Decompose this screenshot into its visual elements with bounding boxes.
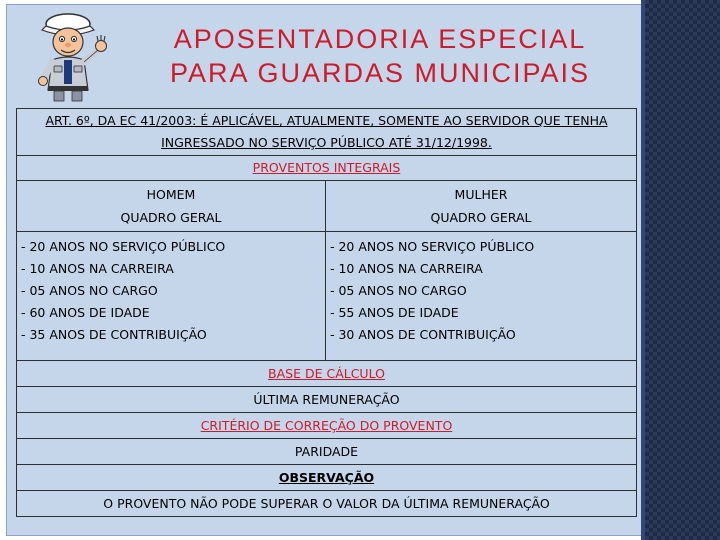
homem-header	[17, 181, 326, 232]
page-title	[140, 22, 620, 90]
base-calculo-label-cell	[17, 361, 637, 387]
homem-heading: HOMEM	[146, 187, 196, 202]
mulher-subheading: QUADRO GERAL	[430, 210, 532, 225]
list-item: - 05 ANOS NO CARGO	[330, 283, 467, 298]
art-line-1: ART. 6º, DA EC 41/2003: É APLICÁVEL, ATUALMENTE, SOMENTE AO SERVIDOR QUE TENHA	[45, 113, 608, 128]
observacao-value: O PROVENTO NÃO PODE SUPERAR O VALOR DA ÚLTIMA REMUNERAÇÃO	[17, 491, 637, 517]
info-table	[16, 108, 637, 517]
list-item: - 55 ANOS DE IDADE	[330, 305, 459, 320]
guard-mascot-icon	[24, 4, 124, 104]
observacao-label: OBSERVAÇÃO	[278, 470, 375, 485]
title-line-1: APOSENTADORIA ESPECIAL	[173, 24, 587, 54]
criterio-label: CRITÉRIO DE CORREÇÃO DO PROVENTO	[200, 418, 453, 433]
list-item: - 20 ANOS NO SERVIÇO PÚBLICO	[330, 239, 535, 254]
list-item: - 10 ANOS NA CARREIRA	[330, 261, 483, 276]
criterio-label-cell	[17, 413, 637, 439]
homem-requirements	[17, 232, 326, 361]
proventos-cell	[17, 156, 637, 181]
list-item: - 30 ANOS DE CONTRIBUIÇÃO	[330, 327, 516, 342]
art-line-2: INGRESSADO NO SERVIÇO PÚBLICO ATÉ 31/12/1998.	[161, 135, 492, 150]
list-item: - 60 ANOS DE IDADE	[21, 305, 150, 320]
side-panel-edge	[641, 0, 645, 540]
proventos-label: PROVENTOS INTEGRAIS	[252, 160, 401, 175]
list-item: - 05 ANOS NO CARGO	[21, 283, 158, 298]
list-item: - 10 ANOS NA CARREIRA	[21, 261, 174, 276]
list-item: - 20 ANOS NO SERVIÇO PÚBLICO	[21, 239, 226, 254]
homem-subheading: QUADRO GERAL	[120, 210, 222, 225]
mulher-heading: MULHER	[454, 187, 508, 202]
decorative-side-panel	[641, 0, 720, 540]
base-calculo-value: ÚLTIMA REMUNERAÇÃO	[17, 387, 637, 413]
observacao-label-cell	[17, 465, 637, 491]
base-calculo-label: BASE DE CÁLCULO	[268, 366, 385, 381]
list-item: - 35 ANOS DE CONTRIBUIÇÃO	[21, 327, 207, 342]
title-line-2: PARA GUARDAS MUNICIPAIS	[169, 58, 591, 88]
art-cell	[17, 109, 637, 156]
mulher-requirements	[326, 232, 637, 361]
mulher-header	[326, 181, 637, 232]
criterio-value: PARIDADE	[17, 439, 637, 465]
